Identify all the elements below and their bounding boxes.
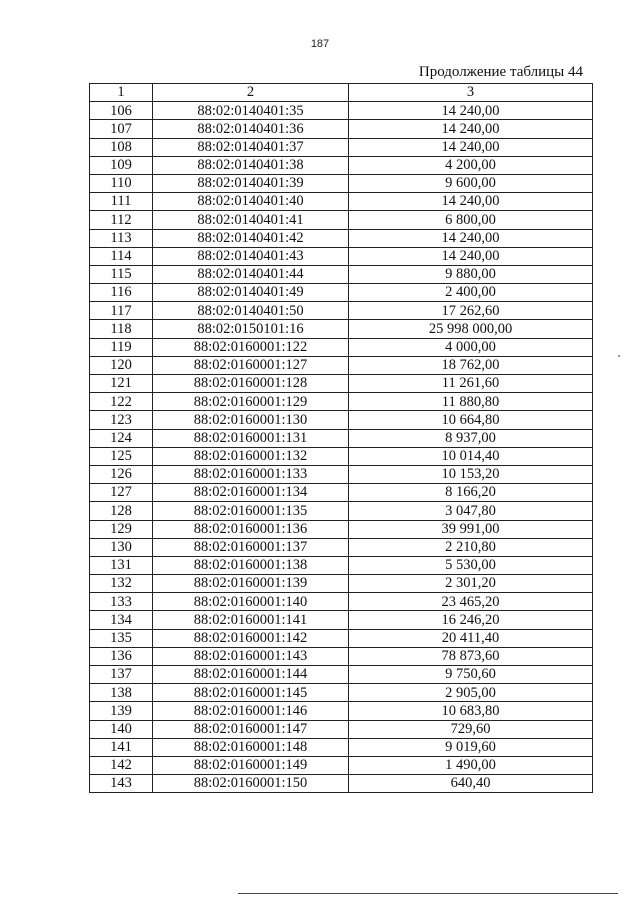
table-row [90,684,593,702]
row-number-cell: 132 [90,575,153,593]
row-number-cell: 127 [90,484,153,502]
bottom-rule [238,893,618,894]
value-cell: 1 490,00 [349,756,593,774]
row-number-cell: 107 [90,120,153,138]
cadastral-number-cell: 88:02:0160001:136 [153,520,349,538]
table-row [90,429,593,447]
value-cell: 10 664,80 [349,411,593,429]
row-number-cell: 135 [90,629,153,647]
cadastral-number-cell: 88:02:0160001:137 [153,538,349,556]
row-number-cell: 143 [90,775,153,793]
row-number-cell: 126 [90,465,153,483]
table-row [90,593,593,611]
table-row [90,393,593,411]
table-row [90,720,593,738]
data-table [89,83,593,793]
row-number-cell: 122 [90,393,153,411]
row-number-cell: 130 [90,538,153,556]
table-row [90,138,593,156]
cadastral-number-cell: 88:02:0160001:141 [153,611,349,629]
value-cell: 39 991,00 [349,520,593,538]
cadastral-number-cell: 88:02:0140401:36 [153,120,349,138]
table-row [90,120,593,138]
cadastral-number-cell: 88:02:0160001:132 [153,447,349,465]
table-row [90,320,593,338]
header-cell-value: 3 [349,84,593,102]
table-row [90,556,593,574]
table-row [90,775,593,793]
value-cell: 11 880,80 [349,393,593,411]
value-cell: 9 750,60 [349,666,593,684]
row-number-cell: 118 [90,320,153,338]
table-row [90,247,593,265]
value-cell: 640,40 [349,775,593,793]
row-number-cell: 134 [90,611,153,629]
cadastral-number-cell: 88:02:0160001:128 [153,375,349,393]
cadastral-number-cell: 88:02:0160001:127 [153,356,349,374]
cadastral-number-cell: 88:02:0160001:148 [153,738,349,756]
table-caption: Продолжение таблицы 44 [418,64,583,80]
cadastral-number-cell: 88:02:0140401:50 [153,302,349,320]
row-number-cell: 124 [90,429,153,447]
value-cell: 14 240,00 [349,138,593,156]
table-row [90,484,593,502]
cadastral-number-cell: 88:02:0160001:122 [153,338,349,356]
cadastral-number-cell: 88:02:0160001:140 [153,593,349,611]
value-cell: 23 465,20 [349,593,593,611]
table-row [90,756,593,774]
cadastral-number-cell: 88:02:0160001:145 [153,684,349,702]
value-cell: 9 019,60 [349,738,593,756]
value-cell: 4 000,00 [349,338,593,356]
cadastral-number-cell: 88:02:0140401:41 [153,211,349,229]
row-number-cell: 113 [90,229,153,247]
value-cell: 17 262,60 [349,302,593,320]
table-row [90,465,593,483]
header-cell-cadastral: 2 [153,84,349,102]
row-number-cell: 139 [90,702,153,720]
table-row [90,356,593,374]
table-row [90,302,593,320]
table-row [90,284,593,302]
row-number-cell: 141 [90,738,153,756]
value-cell: 20 411,40 [349,629,593,647]
value-cell: 11 261,60 [349,375,593,393]
cadastral-number-cell: 88:02:0160001:138 [153,556,349,574]
value-cell: 14 240,00 [349,193,593,211]
row-number-cell: 140 [90,720,153,738]
row-number-cell: 110 [90,174,153,192]
table-row [90,647,593,665]
cadastral-number-cell: 88:02:0150101:16 [153,320,349,338]
cadastral-number-cell: 88:02:0160001:135 [153,502,349,520]
table-row [90,229,593,247]
row-number-cell: 142 [90,756,153,774]
value-cell: 729,60 [349,720,593,738]
header-cell-number: 1 [90,84,153,102]
row-number-cell: 125 [90,447,153,465]
table-row [90,447,593,465]
table-row [90,611,593,629]
cadastral-number-cell: 88:02:0140401:37 [153,138,349,156]
cadastral-number-cell: 88:02:0140401:49 [153,284,349,302]
value-cell: 16 246,20 [349,611,593,629]
row-number-cell: 120 [90,356,153,374]
value-cell: 2 400,00 [349,284,593,302]
cadastral-number-cell: 88:02:0160001:134 [153,484,349,502]
row-number-cell: 108 [90,138,153,156]
row-number-cell: 112 [90,211,153,229]
row-number-cell: 138 [90,684,153,702]
cadastral-number-cell: 88:02:0140401:43 [153,247,349,265]
cadastral-number-cell: 88:02:0160001:139 [153,575,349,593]
row-number-cell: 123 [90,411,153,429]
table-row [90,702,593,720]
table-row [90,538,593,556]
cadastral-number-cell: 88:02:0140401:42 [153,229,349,247]
cadastral-number-cell: 88:02:0140401:35 [153,102,349,120]
value-cell: 3 047,80 [349,502,593,520]
table-row [90,502,593,520]
value-cell: 8 937,00 [349,429,593,447]
table-body [90,102,593,793]
table-row [90,375,593,393]
value-cell: 25 998 000,00 [349,320,593,338]
row-number-cell: 106 [90,102,153,120]
scan-speck [618,355,620,357]
table-row [90,102,593,120]
value-cell: 14 240,00 [349,247,593,265]
value-cell: 6 800,00 [349,211,593,229]
cadastral-number-cell: 88:02:0140401:38 [153,156,349,174]
table-row [90,411,593,429]
cadastral-number-cell: 88:02:0160001:149 [153,756,349,774]
row-number-cell: 131 [90,556,153,574]
row-number-cell: 121 [90,375,153,393]
row-number-cell: 114 [90,247,153,265]
row-number-cell: 129 [90,520,153,538]
cadastral-number-cell: 88:02:0140401:44 [153,265,349,283]
cadastral-number-cell: 88:02:0140401:40 [153,193,349,211]
value-cell: 10 014,40 [349,447,593,465]
value-cell: 2 905,00 [349,684,593,702]
value-cell: 10 153,20 [349,465,593,483]
table-row [90,338,593,356]
value-cell: 18 762,00 [349,356,593,374]
table-row [90,738,593,756]
table-row [90,174,593,192]
cadastral-number-cell: 88:02:0160001:147 [153,720,349,738]
table-row [90,211,593,229]
cadastral-number-cell: 88:02:0160001:146 [153,702,349,720]
value-cell: 2 210,80 [349,538,593,556]
value-cell: 78 873,60 [349,647,593,665]
row-number-cell: 119 [90,338,153,356]
row-number-cell: 137 [90,666,153,684]
row-number-cell: 111 [90,193,153,211]
table-row [90,156,593,174]
row-number-cell: 133 [90,593,153,611]
value-cell: 14 240,00 [349,102,593,120]
value-cell: 14 240,00 [349,120,593,138]
table-row [90,629,593,647]
row-number-cell: 117 [90,302,153,320]
value-cell: 8 166,20 [349,484,593,502]
row-number-cell: 136 [90,647,153,665]
cadastral-number-cell: 88:02:0160001:143 [153,647,349,665]
table-header-row [90,84,593,102]
cadastral-number-cell: 88:02:0160001:142 [153,629,349,647]
page-number: 187 [310,38,330,50]
cadastral-number-cell: 88:02:0160001:144 [153,666,349,684]
value-cell: 9 600,00 [349,174,593,192]
table-row [90,193,593,211]
row-number-cell: 109 [90,156,153,174]
value-cell: 4 200,00 [349,156,593,174]
cadastral-number-cell: 88:02:0160001:131 [153,429,349,447]
row-number-cell: 115 [90,265,153,283]
cadastral-number-cell: 88:02:0140401:39 [153,174,349,192]
cadastral-number-cell: 88:02:0160001:133 [153,465,349,483]
value-cell: 9 880,00 [349,265,593,283]
row-number-cell: 116 [90,284,153,302]
table-row [90,666,593,684]
value-cell: 14 240,00 [349,229,593,247]
value-cell: 2 301,20 [349,575,593,593]
table-row [90,265,593,283]
row-number-cell: 128 [90,502,153,520]
table-row [90,575,593,593]
table-row [90,520,593,538]
cadastral-number-cell: 88:02:0160001:130 [153,411,349,429]
cadastral-number-cell: 88:02:0160001:150 [153,775,349,793]
value-cell: 10 683,80 [349,702,593,720]
cadastral-number-cell: 88:02:0160001:129 [153,393,349,411]
value-cell: 5 530,00 [349,556,593,574]
